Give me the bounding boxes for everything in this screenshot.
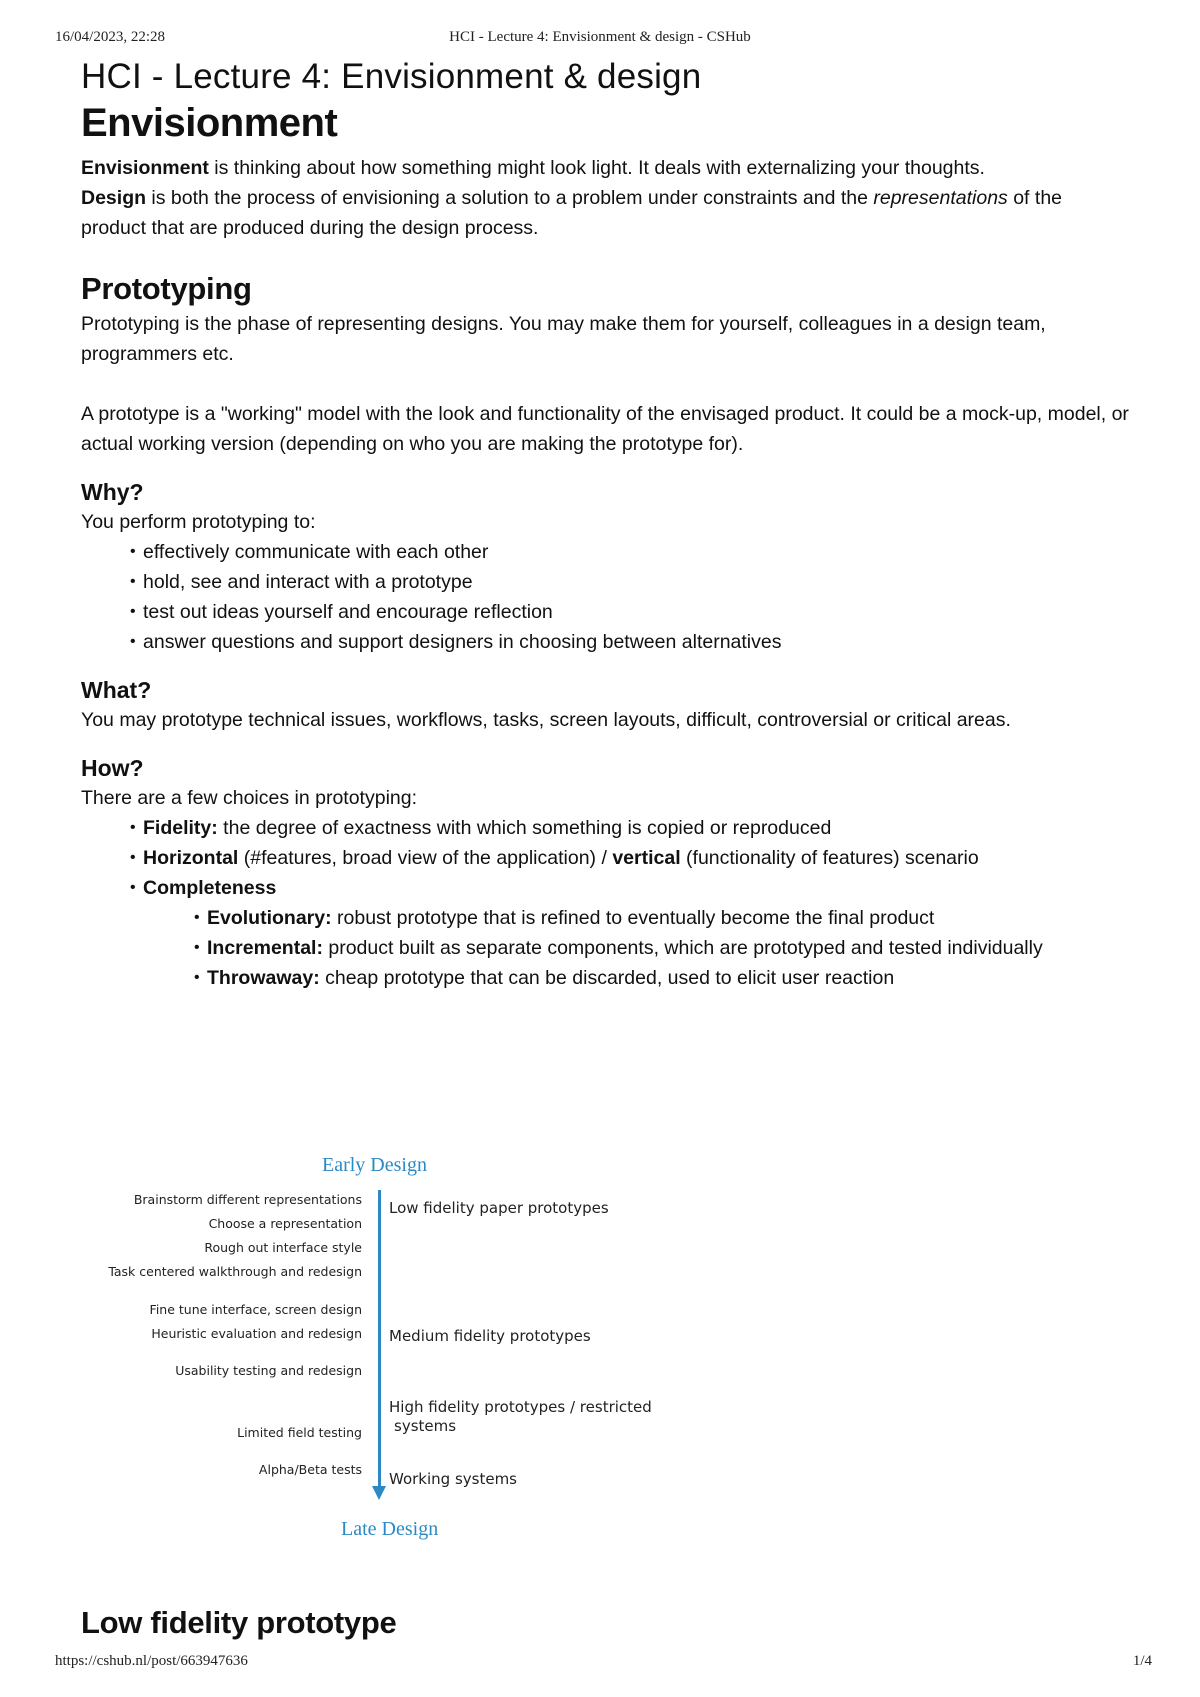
list-item-completeness [81, 873, 1131, 903]
page-url: https://cshub.nl/post/663947636 [55, 1653, 248, 1669]
design-definition-end: of the product that are produced during the design process. [81, 187, 1063, 239]
why-intro: You perform prototyping to: [81, 511, 316, 533]
how-list [81, 813, 1131, 903]
list-item: • answer questions and support designers in choosing between alternatives [81, 627, 1131, 657]
list-item-evolutionary [81, 903, 1131, 933]
diagram-left-item: Alpha/Beta tests [258, 1462, 362, 1477]
design-timeline-diagram [0, 1150, 1200, 1560]
print-doc-title: HCI - Lecture 4: Envisionment & design - CSHub [449, 29, 751, 45]
how-intro: There are a few choices in prototyping: [81, 787, 418, 809]
completeness-list [81, 903, 1131, 993]
how-heading: How? [81, 755, 144, 781]
prototyping-paragraph-2: A prototype is a "working" model with the look and functionality of the envisaged product. It could be a mock-up, model, or actual working version (depending on who you are making the prototype for). [81, 403, 1129, 455]
diagram-right-item: Medium fidelity prototypes [389, 1327, 591, 1345]
throwaway-text: cheap prototype that can be discarded, used to elicit user reaction [319, 967, 895, 989]
what-text: You may prototype technical issues, workflows, tasks, screen layouts, difficult, controversial or critical areas. [81, 709, 1011, 731]
diagram-left-item: Usability testing and redesign [175, 1363, 362, 1378]
prototyping-paragraph-1: Prototyping is the phase of representing designs. You may make them for yourself, colleagues in a design team, programmers etc. [81, 313, 1046, 365]
horizontal-text: (#features, broad view of the application) / [238, 847, 613, 869]
diagram-right-item: High fidelity prototypes / restricted [389, 1398, 652, 1416]
timeline-axis [378, 1190, 381, 1490]
diagram-left-item: Limited field testing [237, 1425, 362, 1440]
diagram-left-item: Task centered walkthrough and redesign [108, 1264, 362, 1279]
diagram-left-item: Choose a representation [208, 1216, 362, 1231]
vertical-term: vertical [612, 847, 681, 869]
list-item: • hold, see and interact with a prototype [81, 567, 1131, 597]
envisionment-definition [81, 153, 1131, 183]
design-definition-text: is both the process of envisioning a solution to a problem under constraints and the [146, 187, 874, 209]
incremental-text: product built as separate components, which are prototyped and tested individually [322, 937, 1043, 959]
fidelity-term: Fidelity: [143, 817, 218, 839]
list-item: • test out ideas yourself and encourage reflection [81, 597, 1131, 627]
evolutionary-text: robust prototype that is refined to eventually become the final product [331, 907, 935, 929]
low-fidelity-heading: Low fidelity prototype [81, 1605, 397, 1640]
envisionment-term: Envisionment [81, 157, 209, 179]
completeness-term: Completeness [143, 877, 277, 899]
list-item: • effectively communicate with each other [81, 537, 1131, 567]
diagram-left-item: Rough out interface style [204, 1240, 362, 1255]
vertical-text: (functionality of features) scenario [680, 847, 979, 869]
representations-term: representations [873, 187, 1008, 209]
list-item-fidelity [81, 813, 1131, 843]
envisionment-heading: Envisionment [81, 101, 338, 145]
diagram-left-item: Heuristic evaluation and redesign [151, 1326, 362, 1341]
list-item-throwaway [81, 963, 1131, 993]
diagram-right-item: Low fidelity paper prototypes [389, 1199, 609, 1217]
diagram-right-item: Working systems [389, 1470, 517, 1488]
page-title: HCI - Lecture 4: Envisionment & design [81, 57, 702, 96]
throwaway-term: Throwaway: [207, 967, 320, 989]
design-definition [81, 183, 1131, 243]
diagram-left-item: Fine tune interface, screen design [149, 1302, 362, 1317]
design-term: Design [81, 187, 147, 209]
list-item-horizontal-vertical [81, 843, 1131, 873]
page-content [81, 55, 1131, 993]
what-heading: What? [81, 677, 152, 703]
why-list [81, 537, 1131, 657]
timeline-arrow-icon [372, 1486, 386, 1500]
incremental-term: Incremental: [207, 937, 323, 959]
list-item-incremental [81, 933, 1131, 963]
envisionment-definition-text: is thinking about how something might look light. It deals with externalizing your thoughts. [208, 157, 985, 179]
print-datetime: 16/04/2023, 22:28 [55, 29, 166, 45]
late-design-label: Late Design [341, 1518, 439, 1540]
why-heading: Why? [81, 479, 144, 505]
horizontal-term: Horizontal [143, 847, 239, 869]
prototyping-heading: Prototyping [81, 271, 252, 306]
evolutionary-term: Evolutionary: [207, 907, 332, 929]
page-number: 1/4 [1132, 1653, 1152, 1669]
diagram-right-item: systems [394, 1417, 457, 1435]
low-fidelity-section [81, 1603, 396, 1643]
diagram-left-item: Brainstorm different representations [133, 1192, 362, 1207]
fidelity-text: the degree of exactness with which something is copied or reproduced [217, 817, 832, 839]
early-design-label: Early Design [322, 1154, 427, 1176]
